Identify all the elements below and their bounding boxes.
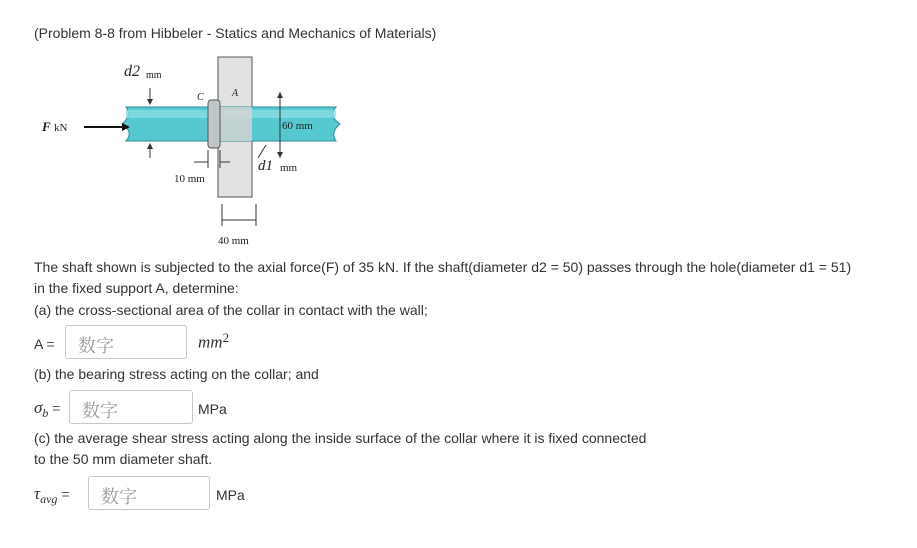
bearing-stress-unit: MPa <box>198 401 227 417</box>
part-b-text: (b) the bearing stress acting on the collar; and <box>34 366 319 382</box>
problem-statement-line1: The shaft shown is subjected to the axial force(F) of 35 kN. If the shaft(diameter d2 = 50) passes through the hole(diameter d1 = 51) <box>34 259 852 275</box>
d2-label: d2 <box>124 63 140 80</box>
problem-statement-line2: in the fixed support A, determine: <box>34 280 239 296</box>
area-unit: $mm^2$ <box>198 330 230 352</box>
answer-c-label: $\tau_{avg}$ = <box>34 484 70 506</box>
answer-a-label: A = <box>34 336 55 352</box>
d1-label: d1 <box>258 158 273 174</box>
force-unit: kN <box>54 122 68 134</box>
force-label: F <box>42 119 51 134</box>
problem-source: (Problem 8-8 from Hibbeler - Statics and Mechanics of Materials) <box>34 25 437 41</box>
dim-40: 40 mm <box>218 235 249 247</box>
d1-unit: mm <box>280 162 298 174</box>
c-label: C <box>197 92 204 103</box>
part-c-text-line2: to the 50 mm diameter shaft. <box>34 451 213 467</box>
bearing-stress-input[interactable]: 数字 <box>69 390 193 424</box>
d2-unit: mm <box>146 70 162 81</box>
part-a-text: (a) the cross-sectional area of the collar in contact with the wall; <box>34 302 428 318</box>
shear-stress-input[interactable]: 数字 <box>88 476 210 510</box>
a-label: A <box>232 88 239 99</box>
dim-60: 60 mm <box>282 120 313 132</box>
shaft-collar-figure <box>34 50 352 250</box>
area-input[interactable]: 数字 <box>65 325 187 359</box>
answer-b-label: $\sigma_b$ = <box>34 398 61 420</box>
shear-stress-unit: MPa <box>216 487 245 503</box>
part-c-text-line1: (c) the average shear stress acting along the inside surface of the collar where it is fixed connected <box>34 430 647 446</box>
shaft-diagram <box>34 50 352 250</box>
dim-10: 10 mm <box>174 173 205 185</box>
collar <box>208 100 220 148</box>
